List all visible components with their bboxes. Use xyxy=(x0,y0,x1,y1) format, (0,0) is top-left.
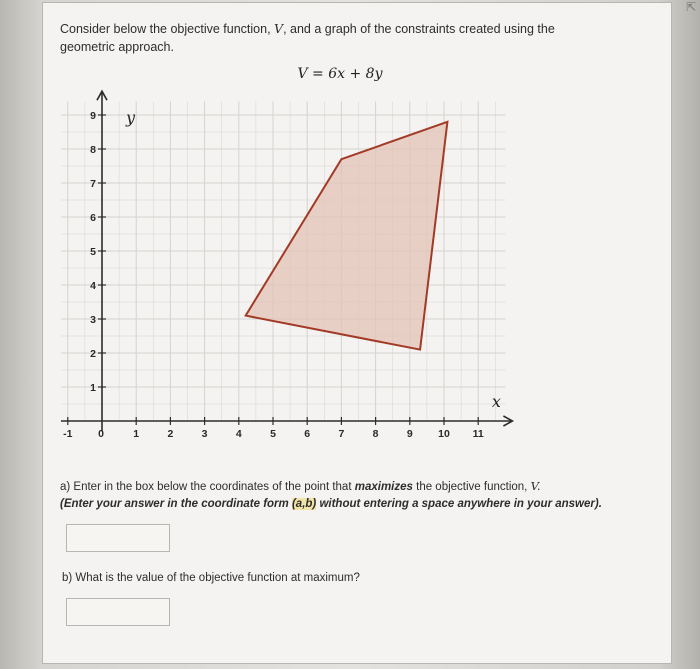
y-tick-label: 5 xyxy=(90,246,96,258)
instruction-part1: (Enter your answer in the coordinate form xyxy=(60,498,292,511)
y-tick-label: 7 xyxy=(90,178,96,190)
y-tick-label: 6 xyxy=(90,212,96,224)
x-tick-label: 7 xyxy=(338,428,345,440)
x-tick-label: 6 xyxy=(304,428,311,440)
intro-v-symbol: V xyxy=(274,21,284,36)
x-tick-label: 5 xyxy=(270,428,276,440)
y-tick-label: 1 xyxy=(90,382,96,394)
objective-function: V = 6x + 8y xyxy=(297,66,383,82)
x-tick-label: 0 xyxy=(98,428,104,440)
question-a-v: V. xyxy=(530,479,541,493)
x-tick-label: 3 xyxy=(201,428,208,440)
y-tick-label: 8 xyxy=(90,144,96,156)
x-tick-label: 1 xyxy=(133,428,140,440)
x-tick-label: 2 xyxy=(167,428,174,440)
question-b-text: b) What is the value of the objective function at maximum? xyxy=(62,572,360,584)
x-tick-label: 8 xyxy=(372,428,379,440)
answer-b-input[interactable] xyxy=(66,598,170,626)
x-tick-label: 10 xyxy=(438,428,450,440)
x-tick-label: 4 xyxy=(235,428,242,440)
intro-after-v: , and a graph of the constraints created using the geometric approach. xyxy=(60,22,555,55)
question-a-maximizes: maximizes xyxy=(354,481,413,493)
question-a-line xyxy=(60,478,620,496)
question-a xyxy=(60,478,620,514)
intro-before-v: Consider below the objective function, xyxy=(60,22,271,36)
instruction-highlight: (a,b) xyxy=(291,498,317,511)
question-a-instruction xyxy=(60,496,620,513)
cursor-icon: ⇱ xyxy=(685,0,696,14)
feasible-region-polygon xyxy=(246,122,448,350)
y-tick-label: 2 xyxy=(90,348,96,360)
y-axis-label: y xyxy=(125,108,135,127)
x-axis-label: x xyxy=(491,392,501,411)
y-tick-label: 3 xyxy=(90,314,96,326)
answer-a-input[interactable] xyxy=(66,524,170,552)
question-a-prefix: a) Enter in the box below the coordinates of the point that xyxy=(60,481,352,493)
x-tick-label: 9 xyxy=(406,428,413,440)
x-tick-label: 11 xyxy=(472,428,484,440)
instruction-part2: without entering a space anywhere in your answer). xyxy=(316,498,602,511)
x-tick-label: -1 xyxy=(63,428,73,440)
y-tick-label: 9 xyxy=(90,110,96,122)
question-a-suffix: the objective function, xyxy=(416,481,528,493)
y-tick-label: 4 xyxy=(90,280,96,292)
